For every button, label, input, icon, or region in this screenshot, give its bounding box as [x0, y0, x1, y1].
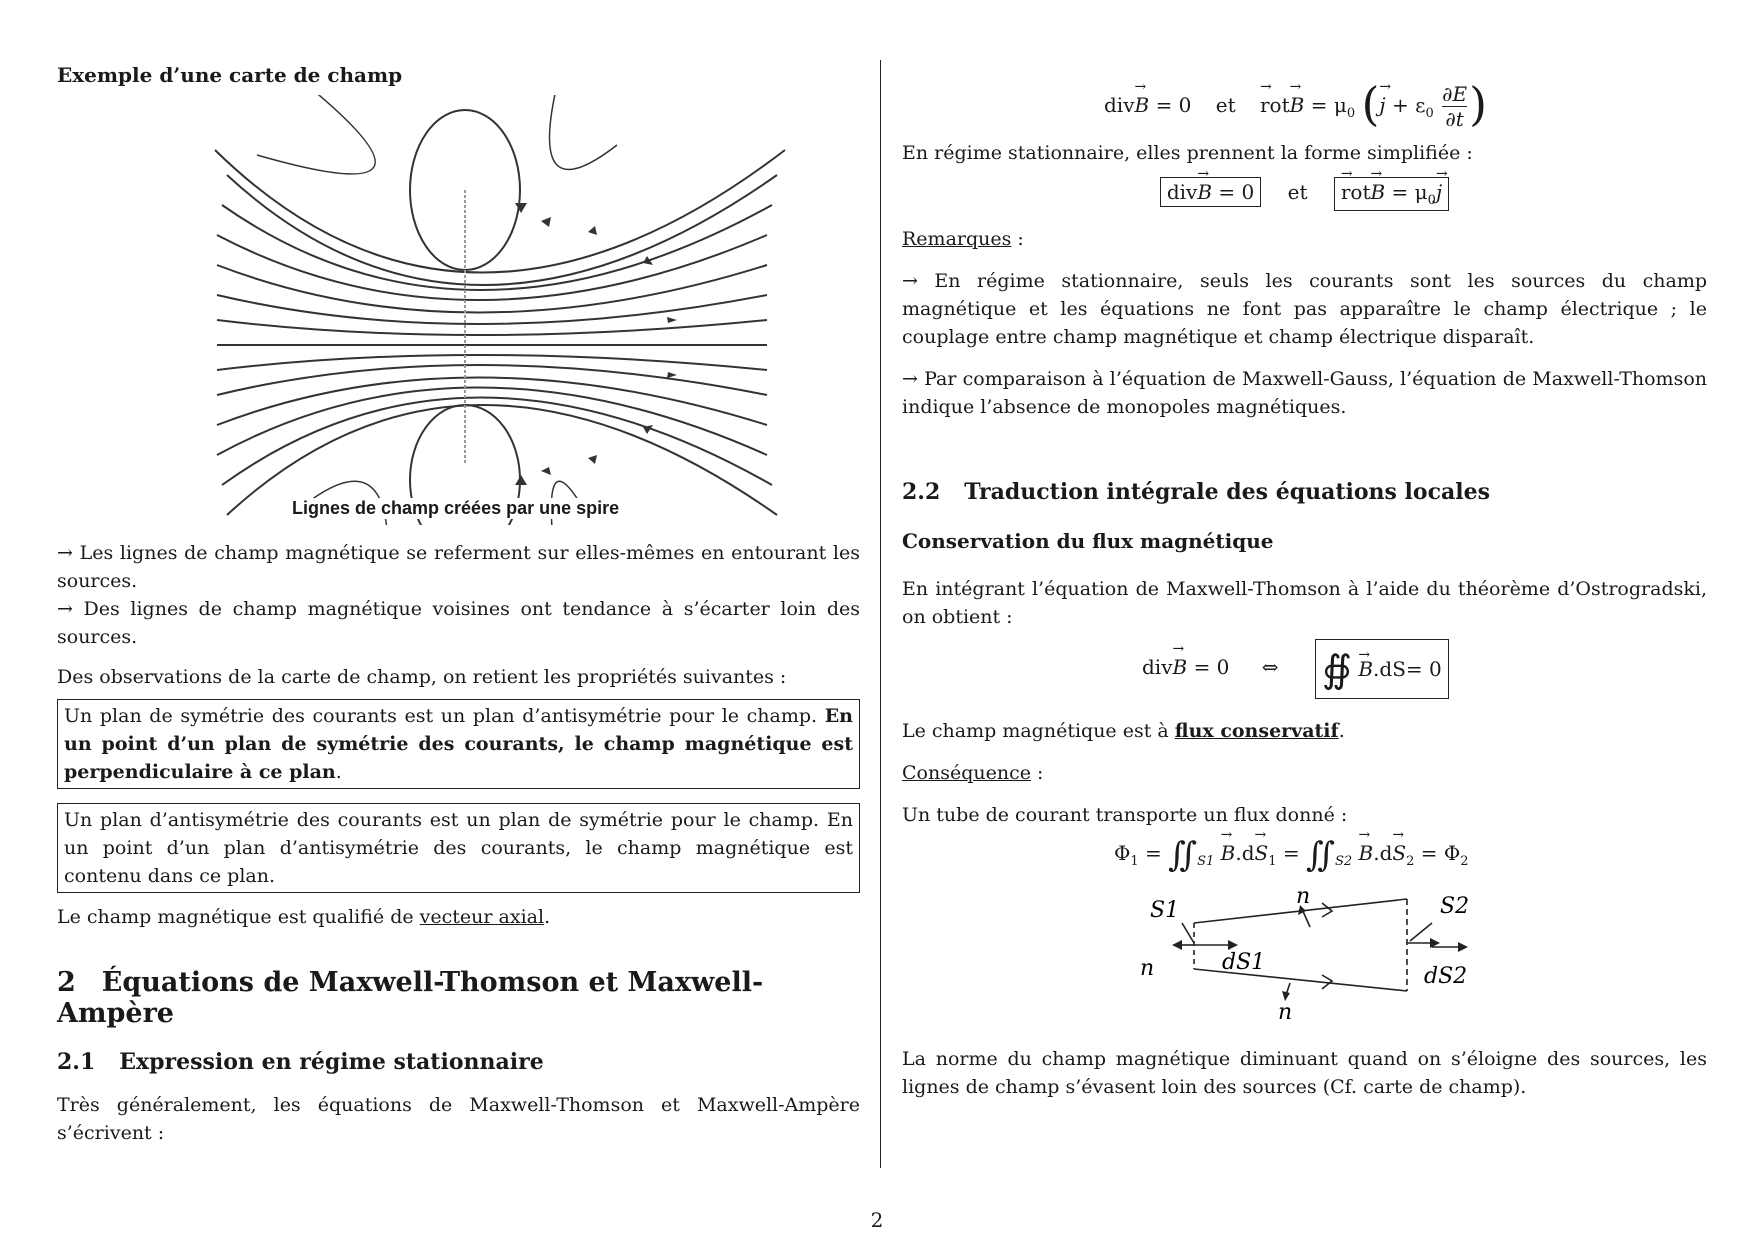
subsection-2-2-heading	[902, 479, 1707, 505]
eq-mu: = μ	[1310, 93, 1347, 117]
eq-eps: + ε	[1391, 93, 1426, 117]
consequence-heading	[902, 759, 1707, 787]
conservative-prefix: Le champ magnétique est à	[902, 720, 1175, 742]
phi-2: Φ	[1443, 841, 1461, 865]
fig-label-dS1: dS1	[1222, 950, 1266, 975]
symmetry-property-box	[57, 699, 860, 789]
field-lines-illustration	[57, 95, 860, 525]
right-column	[902, 55, 1707, 1101]
subsection-2-2-title: Traduction intégrale des équations locales	[964, 479, 1490, 505]
boxed-rot-equation: → $rot\to B = \mu_0\to j$	[1334, 177, 1449, 211]
consequence-label: Conséquence	[902, 762, 1031, 784]
remarks-label: Remarques	[902, 228, 1012, 250]
axial-vector-term: vecteur axial	[419, 906, 545, 928]
boxed-mu: = μ	[1391, 180, 1428, 204]
box2-text: Un plan d’antisymétrie des courants est un plan de symétrie pour le champ. En un point d’un plan d’antisymétrie des courants, le champ magnétique est contenu dans ce plan.	[64, 809, 853, 887]
equivalence-symbol: ⇔	[1261, 655, 1279, 679]
maxwell-general-equations: div→ B = 0 et → $rot\to B = \mu_0$ (→ $j + \varepsilon_0$ $\frac{\partial E}{\partial t}$ )	[902, 55, 1707, 125]
subsection-2-1-title: Expression en régime stationnaire	[119, 1049, 544, 1075]
boxed-zero: = 0	[1218, 180, 1255, 204]
closed-surface-integral-box: ∯ → B.dS= 0	[1315, 639, 1449, 699]
boxed-j: → j	[1436, 180, 1442, 204]
fig-label-S2: S2	[1440, 894, 1470, 919]
remark-1: → En régime stationnaire, seuls les courants sont les sources du champ magnétique et les équations ne font pas apparaître le champ électrique ; le couplage entre champ magnétique et champ électrique disparaît.	[902, 270, 1707, 348]
remarks-colon: :	[1011, 228, 1024, 250]
section-2-heading	[57, 967, 860, 1029]
eq-dE: ∂E	[1442, 82, 1468, 106]
flux-equation	[902, 639, 1707, 705]
sub-S2: S	[1334, 854, 1344, 869]
flux-tube-diagram	[902, 879, 1707, 1029]
section-2-title: Équations de Maxwell-Thomson et Maxwell-Ampère	[57, 967, 764, 1029]
phi-1: Φ	[1114, 841, 1131, 865]
conservative-suffix: .	[1338, 720, 1345, 742]
subsection-2-1-number: 2.1	[57, 1049, 96, 1075]
flux-B: → B	[1173, 655, 1188, 679]
eq-B: → B	[1135, 93, 1150, 117]
antisymmetry-property-box	[57, 803, 860, 893]
tube-text: Un tube de courant transporte un flux donné :	[902, 804, 1348, 826]
fig-label-n-left: n	[1140, 956, 1155, 981]
integral-zero: = 0	[1405, 657, 1442, 681]
eq-dt: ∂t	[1445, 107, 1464, 131]
integral-dS: .dS	[1373, 657, 1406, 681]
properties-intro: Des observations de la carte de champ, on retient les propriétés suivantes :	[57, 666, 787, 688]
general-equations-text: Très généralement, les équations de Maxwell-Thomson et Maxwell-Ampère s’écrivent :	[57, 1094, 860, 1144]
figure-caption: Lignes de champ créées par une spire	[292, 498, 620, 518]
left-column	[57, 55, 860, 1147]
observation-2: → Des lignes de champ magnétique voisines ont tendance à s’écarter loin des sources.	[57, 598, 860, 648]
integration-text: En intégrant l’équation de Maxwell-Thomson à l’aide du théorème d’Ostrogradski, on obtient :	[902, 578, 1707, 628]
eq-B-2: → B	[1290, 93, 1305, 117]
subsection-2-1-heading	[57, 1049, 860, 1075]
boxed-et: et	[1287, 180, 1308, 204]
fig-label-S1: S1	[1150, 898, 1180, 923]
conservative-flux-term: flux conservatif	[1174, 720, 1339, 742]
boxed-B-2: → B	[1370, 180, 1385, 204]
remark-2: → Par comparaison à l’équation de Maxwell-Gauss, l’équation de Maxwell-Thomson indique l’absence de monopoles magnétiques.	[902, 368, 1707, 418]
fig-label-n-bottom: n	[1278, 1000, 1293, 1025]
boxed-B: → B	[1197, 180, 1212, 204]
flux-conservation-heading: Conservation du flux magnétique	[902, 529, 1274, 553]
eq-div: div	[1104, 93, 1135, 117]
axial-suffix: .	[544, 906, 551, 928]
flux-zero: = 0	[1193, 655, 1230, 679]
boxed-rot: → rot	[1341, 180, 1371, 204]
box1-normal-text: Un plan de symétrie des courants est un plan d’antisymétrie pour le champ.	[64, 705, 818, 727]
subsection-2-2-number: 2.2	[902, 479, 941, 505]
axial-prefix: Le champ magnétique est qualifié de	[57, 906, 420, 928]
eq-et: et	[1215, 93, 1236, 117]
axial-vector-sentence	[57, 903, 860, 931]
section-2-number: 2	[57, 967, 76, 998]
conservative-flux-sentence	[902, 717, 1707, 745]
field-norm-text: La norme du champ magnétique diminuant quand on s’éloigne des sources, les lignes de champ s’évasent loin des sources (Cf. carte de champ).	[902, 1048, 1707, 1098]
flux-tube-equation: $\Phi_1$ = $∬_{S1} \to B.d\to S_1$ = $∬_{S2} \to B.d\to S_2 = \Phi_2$	[902, 829, 1707, 875]
boxed-div-equation	[1160, 177, 1261, 207]
flux-div: div	[1142, 655, 1173, 679]
sub-S1: S	[1197, 854, 1207, 869]
box1-bold-text: En un point d’un plan de symétrie des courants, le champ magnétique est perpendiculaire à ce plan	[64, 705, 853, 783]
field-map-figure	[57, 95, 860, 525]
column-divider	[880, 60, 881, 1168]
eq-j: → j	[1379, 93, 1385, 117]
box1-end: .	[335, 761, 342, 783]
boxed-div: div	[1166, 180, 1198, 204]
fig-label-dS2: dS2	[1424, 964, 1468, 989]
eq-rot: → rot	[1260, 93, 1290, 117]
page-number: 2	[870, 1208, 884, 1232]
remarks-heading	[902, 225, 1707, 253]
fig-label-n-top: n	[1296, 884, 1311, 909]
consequence-colon: :	[1030, 762, 1044, 784]
tube-B1: → B	[1221, 841, 1236, 865]
integral-B: → B	[1358, 640, 1373, 698]
simplified-form-text: En régime stationnaire, elles prennent la forme simplifiée :	[902, 142, 1473, 164]
tube-B2: → B	[1359, 841, 1374, 865]
eq-zero: = 0	[1155, 93, 1192, 117]
observation-1: → Les lignes de champ magnétique se referment sur elles-mêmes en entourant les sources.	[57, 542, 860, 592]
example-title: Exemple d’une carte de champ	[57, 63, 403, 87]
stationary-equations	[902, 177, 1707, 211]
